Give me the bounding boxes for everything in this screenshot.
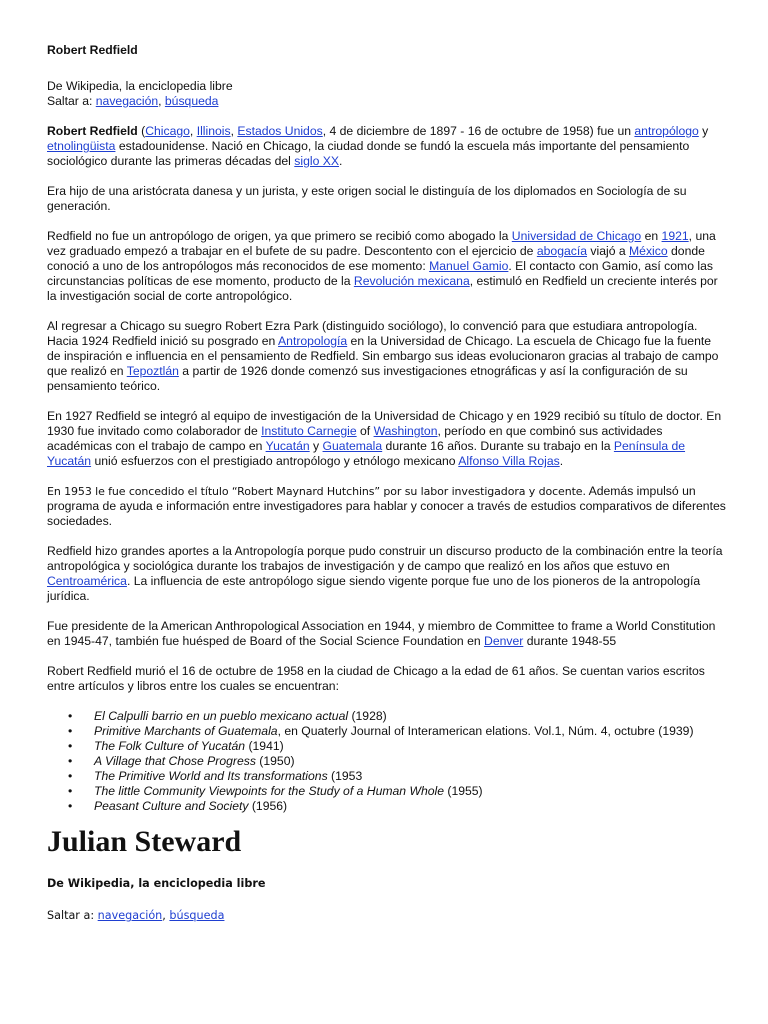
chicago-paragraph: Al regresar a Chicago su suegro Robert Ezra Park (distinguido sociólogo), lo convenció para que estudiara antropología. Hacia 1924 Redfield inició su posgrado en Antropología en la Universidad de Chicago. La escuela de Chicago fue la fuente de inspiración e influencia en el pensamiento de Redfield. Sin embargo sus ideas evolucionaron gracias al trabajo de campo que realizó en Tepoztlán a partir de 1926 donde comenzó sus investigaciones etnográficas y así la configuración de su pensamiento teórico.: [47, 319, 719, 393]
death-paragraph: Robert Redfield murió el 16 de octubre de 1958 en la ciudad de Chicago a la edad de 61 años. Se cuentan varios escritos entre artículos y libros entre los cuales se encuentran:: [47, 664, 705, 693]
link-centroamerica[interactable]: Centroamérica: [47, 574, 127, 588]
link-abogacia[interactable]: abogacía: [536, 244, 588, 258]
search-link[interactable]: búsqueda: [164, 94, 219, 108]
presidency-paragraph: Fue presidente de la American Anthropological Association en 1944, y miembro de Committee to frame a World Constitution en 1945-47, también fue huésped de Board of the Social Science Foundation en Denver durante 1948-55: [47, 619, 716, 648]
list-item: • Primitive Marchants of Guatemala, en Quaterly Journal of Interamerican elations. Vol.1, Núm. 4, octubre (1939): [47, 724, 727, 739]
article-page: [47, 43, 727, 940]
link-tepoztlan[interactable]: Tepoztlán: [126, 364, 179, 378]
link-universidad-chicago[interactable]: Universidad de Chicago: [511, 229, 642, 243]
link-peninsula-yucatan[interactable]: Península de Yucatán: [47, 439, 686, 468]
intro-paragraph: Robert Redfield (Chicago, Illinois, Estados Unidos, 4 de diciembre de 1897 - 16 de octubre de 1958) fue un antropólogo y etnolingüista estadounidense. Nació en Chicago, la ciudad donde se fundó la escuela más importante del pensamiento sociológico durante las primeras décadas del siglo XX.: [47, 124, 709, 168]
link-yucatan[interactable]: Yucatán: [265, 439, 310, 453]
list-item: • Peasant Culture and Society (1956): [47, 799, 727, 814]
list-item: • A Village that Chose Progress (1950): [47, 754, 727, 769]
subject-name: Robert Redfield: [47, 124, 138, 138]
navigation-link[interactable]: navegación: [95, 94, 159, 108]
list-item: • The Primitive World and Its transformations (1953: [47, 769, 727, 784]
origin-paragraph: Era hijo de una aristócrata danesa y un jurista, y este origen social le distinguía de los diplomados en Sociología de su generación.: [47, 184, 687, 213]
list-item: • El Calpulli barrio en un pueblo mexicano actual (1928): [47, 709, 727, 724]
link-chicago[interactable]: Chicago: [145, 124, 190, 138]
career-paragraph: Redfield no fue un antropólogo de origen, ya que primero se recibió como abogado la Universidad de Chicago en 1921, una vez graduado empezó a trabajar en el bufete de su padre. Descontento con el ejercicio de abogacía viajó a México donde conoció a uno de los antropólogos más reconocidos de ese momento: Manuel Gamio. El contacto con Gamio, así como las circunstancias políticas de ese momento, producto de la Revolución mexicana, estimuló en Redfield un creciente interés por la investigación social de corte antropológico.: [47, 229, 718, 303]
link-revolucion-mexicana[interactable]: Revolución mexicana: [353, 274, 470, 288]
link-illinois[interactable]: Illinois: [196, 124, 231, 138]
link-1921[interactable]: 1921: [661, 229, 689, 243]
doctorate-paragraph: En 1927 Redfield se integró al equipo de investigación de la Universidad de Chicago y en 1929 recibió su título de doctor. En 1930 fue invitado como colaborador de Instituto Carnegie of Washington, período en que combinó sus actividades académicas con el trabajo de campo en Yucatán y Guatemala durante 16 años. Durante su trabajo en la Península de Yucatán unió esfuerzos con el prestigiado antropólogo y etnólogo mexicano Alfonso Villa Rojas.: [47, 409, 722, 468]
steward-navigation-link[interactable]: navegación: [97, 909, 163, 922]
steward-wiki-source-line: De Wikipedia, la enciclopedia libre: [47, 877, 266, 890]
link-estados-unidos[interactable]: Estados Unidos: [237, 124, 323, 138]
link-guatemala[interactable]: Guatemala: [322, 439, 383, 453]
jump-links: Saltar a: navegación, búsqueda: [47, 94, 219, 108]
list-item: • The little Community Viewpoints for the Study of a Human Whole (1955): [47, 784, 727, 799]
link-antropologia[interactable]: Antropología: [278, 334, 348, 348]
steward-jump-links: Saltar a: navegación, búsqueda: [47, 909, 225, 922]
link-siglo-xx[interactable]: siglo XX: [294, 154, 339, 168]
link-denver[interactable]: Denver: [484, 634, 524, 648]
article-title: Robert Redfield: [47, 43, 138, 57]
award-paragraph: En 1953 le fue concedido el título “Robert Maynard Hutchins” por su labor investigadora y docente. Además impulsó un programa de ayuda e información entre investigadores para hablar y conocer a través de estudios comparativos de diferentes sociedades.: [47, 484, 726, 528]
link-instituto-carnegie[interactable]: Instituto Carnegie: [261, 424, 357, 438]
contributions-paragraph: Redfield hizo grandes aportes a la Antropología porque pudo construir un discurso producto de la combinación entre la teoría antropológica y sociológica durante los trabajos de investigación y de campo que realizó en los años que estuvo en Centroamérica. La influencia de este antropólogo sigue siendo vigente porque fue uno de los pioneros de la antropología jurídica.: [47, 544, 723, 603]
steward-search-link[interactable]: búsqueda: [169, 909, 225, 922]
section-title-julian-steward: Julian Steward: [47, 825, 242, 858]
link-etnolinguista[interactable]: etnolingüista: [47, 139, 116, 153]
link-mexico[interactable]: México: [629, 244, 668, 258]
link-antropologo[interactable]: antropólogo: [634, 124, 699, 138]
wiki-source-line: De Wikipedia, la enciclopedia libre: [47, 79, 233, 93]
link-manuel-gamio[interactable]: Manuel Gamio: [429, 259, 509, 273]
list-item: • The Folk Culture of Yucatán (1941): [47, 739, 727, 754]
works-list: [47, 709, 727, 814]
link-washington[interactable]: Washington: [373, 424, 438, 438]
link-alfonso-villa-rojas[interactable]: Alfonso Villa Rojas: [458, 454, 560, 468]
